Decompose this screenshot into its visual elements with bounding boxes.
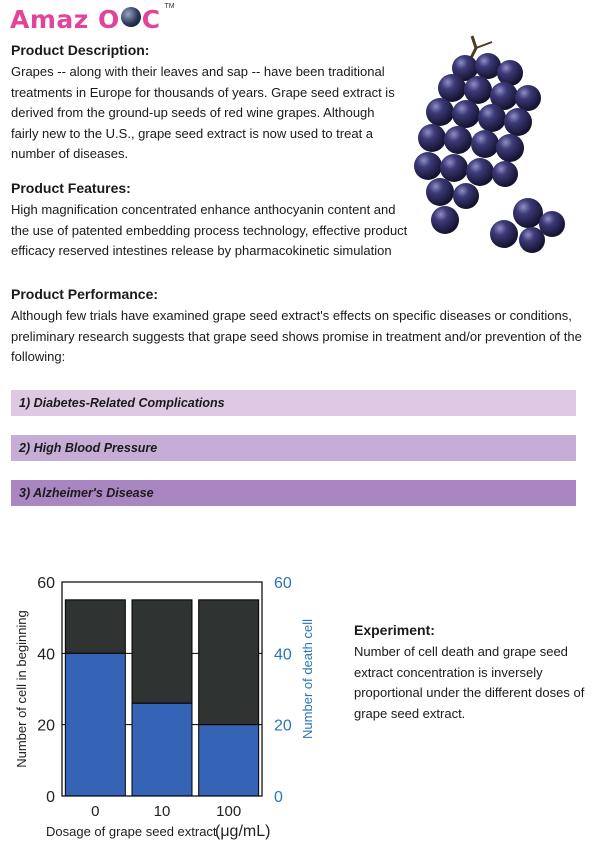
bar-beginning-cells	[65, 600, 125, 654]
product-description-title: Product Description:	[11, 42, 150, 58]
y2-axis-title: Number of death cell	[300, 619, 315, 739]
experiment-section	[354, 622, 589, 724]
product-description-text: Grapes -- along with their leaves and sap -- have been traditional treatments in Europe for thousands of years. Grape seed extract is derived from the ground-up seeds of red wine grapes. Although fairly new to the U.S., grape seed extract is now used to treat a number of diseases.	[11, 64, 395, 161]
product-description-section	[11, 42, 401, 165]
brand-logo	[10, 3, 175, 34]
product-features-section	[11, 180, 411, 262]
y-tick-label: 60	[37, 575, 55, 592]
logo-text-right: C	[141, 4, 161, 34]
condition-bar-blood-pressure	[11, 435, 576, 461]
product-performance-text: Although few trials have examined grape seed extract's effects on specific diseases or conditions, preliminary research suggests that grape seed shows promise in treatment and/or prevention of the following:	[11, 308, 582, 364]
experiment-title: Experiment:	[354, 622, 435, 638]
product-performance-title: Product Performance:	[11, 286, 159, 302]
bar-death-cells	[199, 725, 259, 796]
y2-tick-label: 40	[274, 646, 292, 664]
bar-beginning-cells	[132, 600, 192, 703]
y-tick-label: 40	[37, 646, 55, 664]
product-features-title: Product Features:	[11, 180, 131, 196]
condition-bar-alzheimers	[11, 480, 576, 506]
condition-label: 2) High Blood Pressure	[19, 441, 158, 455]
x-axis-title: Dosage of grape seed extract	[46, 824, 217, 839]
y-tick-label: 0	[46, 789, 55, 806]
grape-ball-icon	[121, 7, 141, 27]
y2-tick-label: 0	[274, 789, 283, 806]
y-axis-title: Number of cell in beginning	[14, 610, 29, 768]
condition-label: 3) Alzheimer's Disease	[19, 486, 154, 500]
bar-death-cells	[132, 703, 192, 796]
y2-tick-label: 60	[274, 575, 292, 592]
x-tick-label: 10	[153, 803, 171, 820]
dose-response-chart	[0, 560, 340, 845]
condition-bar-diabetes	[11, 390, 576, 416]
product-features-text: High magnification concentrated enhance anthocyanin content and the use of patented embedding process technology, effective product efficacy reserved intestines release by pharmacokinetic simulation	[11, 202, 408, 258]
experiment-text: Number of cell death and grape seed extract concentration is inversely proportional under the different doses of grape seed extract.	[354, 644, 585, 721]
trademark-mark: TM	[164, 3, 175, 10]
x-axis-unit: (μg/mL)	[215, 823, 271, 840]
y2-tick-label: 20	[274, 717, 292, 735]
condition-label: 1) Diabetes-Related Complications	[19, 396, 225, 410]
logo-text-left: Amaz O	[10, 4, 120, 34]
product-performance-section	[11, 286, 586, 368]
grape-cluster-image	[410, 28, 570, 258]
y-tick-label: 20	[37, 717, 55, 735]
x-tick-label: 0	[91, 803, 100, 820]
bar-beginning-cells	[199, 600, 259, 725]
x-tick-label: 100	[216, 803, 242, 820]
bar-death-cells	[65, 653, 125, 796]
